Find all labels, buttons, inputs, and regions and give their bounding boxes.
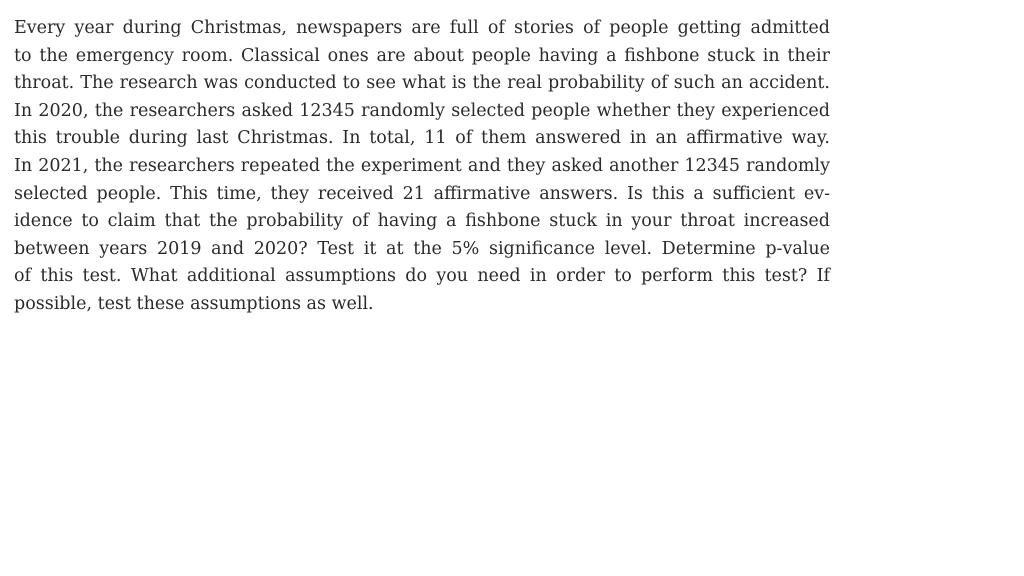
text-line: between years 2019 and 2020? Test it at the 5% significance level. Determine p-value <box>14 238 830 259</box>
text-line: selected people. This time, they received 21 affirmative answers. Is this a sufficient ev- <box>14 183 830 204</box>
text-line: to the emergency room. Classical ones are about people having a fishbone stuck in their <box>14 45 830 66</box>
text-line: possible, test these assumptions as well. <box>14 293 374 314</box>
text-line: In 2021, the researchers repeated the experiment and they asked another 12345 randomly <box>14 155 830 176</box>
text-line: In 2020, the researchers asked 12345 randomly selected people whether they experienced <box>14 100 830 121</box>
text-line: this trouble during last Christmas. In total, 11 of them answered in an affirmative way. <box>14 128 830 149</box>
text-line: of this test. What additional assumptions do you need in order to perform this test? If <box>14 266 830 287</box>
text-line: throat. The research was conducted to see what is the real probability of such an accident. <box>14 73 830 94</box>
text-line: idence to claim that the probability of having a fishbone stuck in your throat increased <box>14 211 830 232</box>
text-line: Every year during Christmas, newspapers are full of stories of people getting admitted <box>14 18 830 38</box>
problem-text <box>14 15 830 319</box>
